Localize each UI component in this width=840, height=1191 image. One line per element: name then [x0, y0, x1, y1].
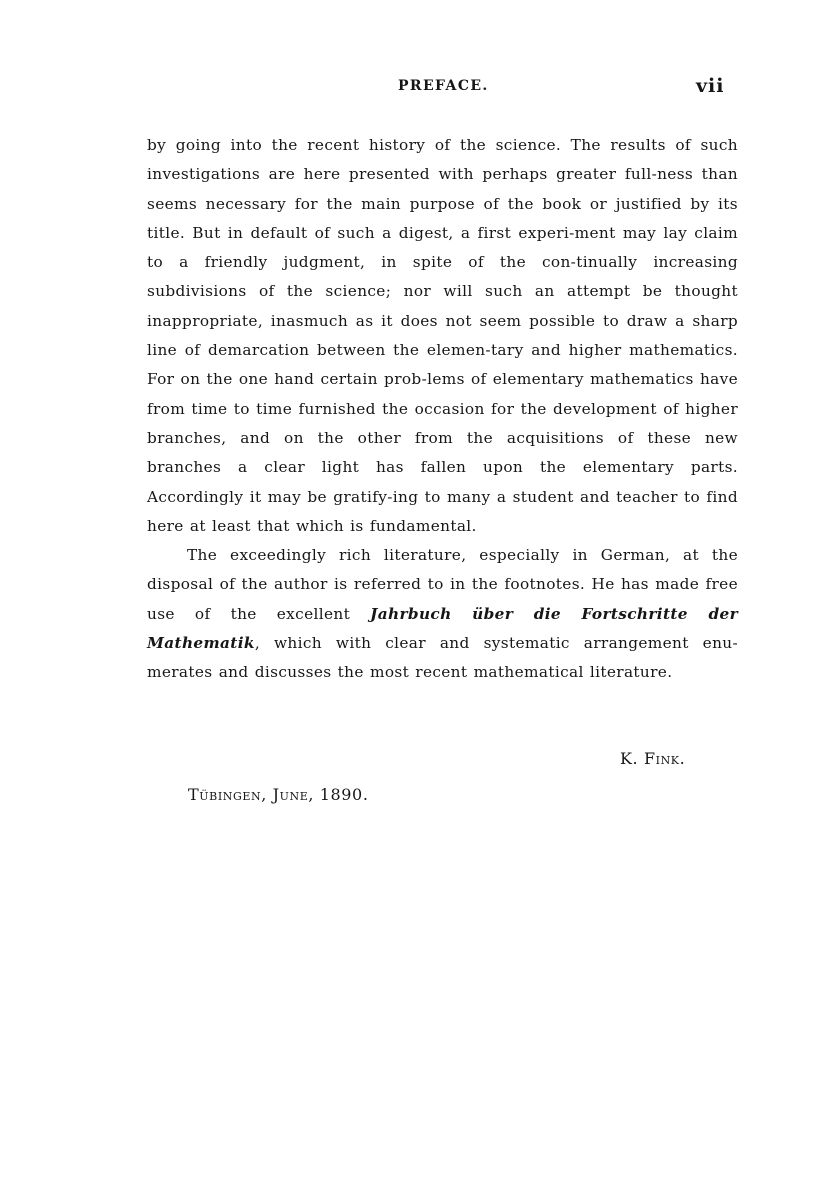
- dateline: Tübingen, June, 1890.: [188, 785, 369, 804]
- paragraph-2: [147, 541, 738, 687]
- running-title: PREFACE.: [398, 78, 489, 94]
- paragraph-1: by going into the recent history of the science. The results of such investigations are here presented with perhaps greater full-ness than seems necessary for the main purpose of the book or justified by its title. But in default of such a digest, a first experi-ment may lay claim to a friendly judgment, in spite of the con-tinually increasing subdivisions of the science; nor will such an attempt be thought inappropriate, inasmuch as it does not seem possible to draw a sharp line of demarcation between the elemen-tary and higher mathematics. For on the one hand certain prob-lems of elementary mathematics have from time to time furnished the occasion for the development of higher branches, and on the other from the acquisitions of these new branches a clear light has fallen upon the elementary parts. Accordingly it may be gratify-ing to many a student and teacher to find here at least that which is fundamental.: [147, 136, 739, 535]
- paragraph-2-tail: , which with clear and systematic arrangement enu-merates and discusses the most recent mathematical literature.: [147, 634, 738, 682]
- author-initial: K.: [620, 749, 639, 768]
- paragraph-2-lead: The exceedingly rich literature, especially in German, at the disposal of the author is referred to in the footnotes. He has made free use of the excellent: [147, 546, 738, 623]
- author-name: Fink.: [643, 749, 686, 768]
- author-signature: [620, 749, 685, 768]
- page-number: vii: [696, 75, 725, 97]
- running-head: [0, 75, 840, 102]
- jahrbuch-title: Jahrbuch über die Fortschritte der Mathematik: [147, 604, 738, 653]
- preface-body: [147, 131, 738, 688]
